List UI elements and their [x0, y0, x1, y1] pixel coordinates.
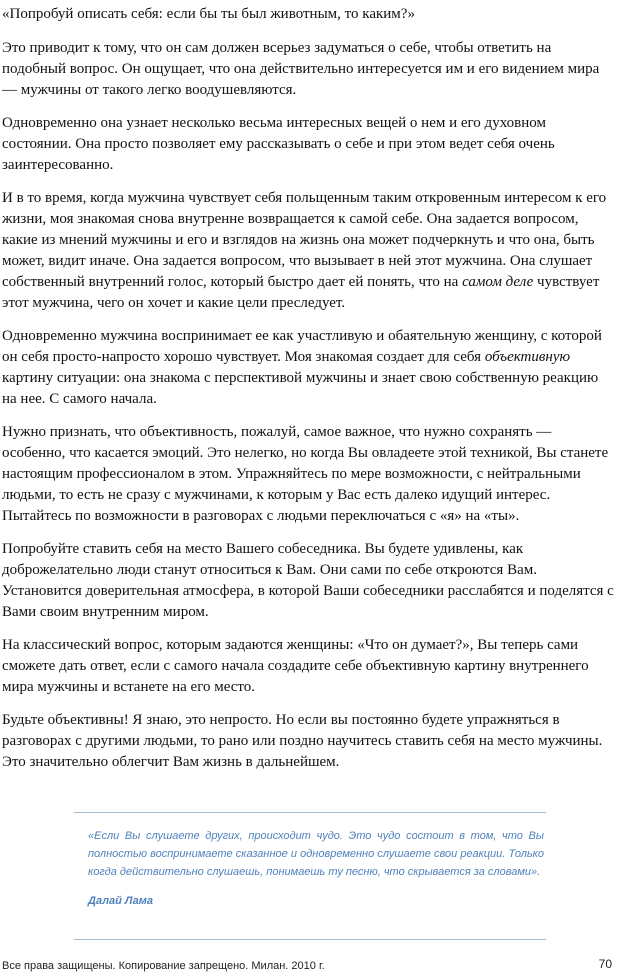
paragraph-5-emphasis: объективную — [484, 349, 571, 365]
paragraph-2: Это приводит к тому, что он сам должен всерьез задуматься о себе, чтобы ответить на подобный вопрос. Он ощущает, что она действительно интересуется им и его видением мира — мужчины от такого легко воодушевляются. — [2, 40, 600, 98]
paragraph-6: Нужно признать, что объективность, пожалуй, самое важное, что нужно сохранять — особенно, что касается эмоций. Это нелегко, но когда Вы овладеете этой техникой, Вы станете настоящим профессионалом в этом. Упражняйтесь по мере возможности, с нейтральными людьми, то есть не сразу с мужчинами, к которым у Вас есть далеко идущий интерес. Пытайтесь по возможности в разговорах с людьми переключаться с «я» на «ты». — [2, 424, 609, 524]
paragraph-5-text-start: Одновременно мужчина воспринимает ее как участливую и обаятельную женщину, с которой он себя просто-напросто хорошо чувствует. Моя знакомая создает для себя — [2, 328, 602, 365]
paragraph-5-text-end: картину ситуации: она знакома с перспективой мужчины и знает свою собственную реакцию на нее. С самого начала. — [2, 370, 599, 407]
paragraph-4 — [2, 188, 614, 314]
paragraph-1: «Попробуй описать себя: если бы ты был животным, то каким?» — [2, 6, 415, 22]
paragraph-8: На классический вопрос, которым задаются женщины: «Что он думает?», Вы теперь сами сможете дать ответ, если с самого начала создадите себе объективную картину внутреннего мира мужчины и встанете на его место. — [2, 637, 589, 695]
page-number: 70 — [598, 957, 612, 971]
paragraph-4-text-end: чувствует этот мужчина, чего он хочет и какие цели преследует. — [2, 274, 600, 311]
paragraph-4-text-start: И в то время, когда мужчина чувствует себя польщенным таким откровенным интересом к его жизни, моя знакомая снова внутренне возвращается к самой себе. Она задается вопросом, какие из мнений мужчины и его и взглядов на жизнь она может подчеркнуть и что она, быть может, видит иначе. Она задается вопросом, что вызывает в ней этот мужчина. Она слушает собственный внутренний голос, который быстро дает ей понять, что на — [2, 190, 607, 290]
footer-copyright: Все права защищены. Копирование запрещено. Милан. 2010 г. — [2, 960, 325, 972]
paragraph-9: Будьте объективны! Я знаю, это непросто. Но если вы постоянно будете упражняться в разговорах с другими людьми, то рано или поздно научитесь ставить себя на место мужчины. Это значительно облегчит Вам жизнь в дальнейшем. — [2, 712, 603, 770]
paragraph-4-emphasis: самом деле — [462, 274, 534, 290]
body-text — [2, 4, 614, 785]
paragraph-7: Попробуйте ставить себя на место Вашего собеседника. Вы будете удивлены, как доброжелательно люди станут относиться к Вам. Они сами по себе откроются Вам. Установится доверительная атмосфера, в которой Ваши собеседники расслабятся и поделятся с Вами своим внутренним миром. — [2, 541, 614, 620]
quote-box — [74, 812, 546, 940]
paragraph-3: Одновременно она узнает несколько весьма интересных вещей о нем и его духовном состоянии. Она просто позволяет ему рассказывать о себе и при этом ведет себя очень заинтересованно. — [2, 115, 555, 173]
quote-author: Далай Лама — [88, 895, 153, 907]
quote-text: «Если Вы слушаете других, происходит чудо. Это чудо состоит в том, что Вы полностью воспринимаете сказанное и одновременно слушаете свои реакции. Только когда действительно слушаешь, понимаешь ту песню, что скрывается за словами». — [88, 830, 544, 878]
paragraph-5 — [2, 326, 614, 410]
